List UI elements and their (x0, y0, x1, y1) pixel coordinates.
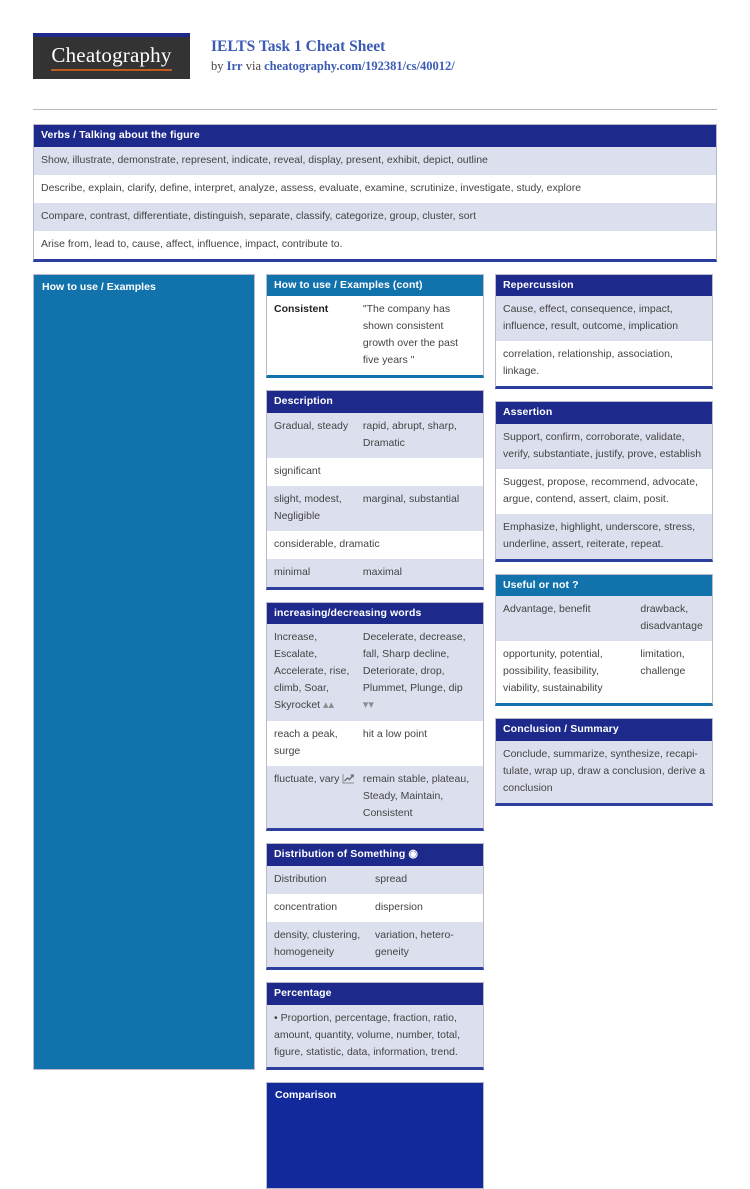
table-row (496, 641, 712, 703)
card-useful-or-not (495, 574, 713, 707)
cell (363, 463, 476, 480)
cell: drawback, disadvantage (640, 603, 703, 633)
byline-via: via (242, 59, 265, 74)
source-url-link[interactable]: cheatography.com/192381/cs/40012/ (264, 59, 455, 74)
cell: Emphasize, highlight, underscore, stress, underline, assert, reiterate, repeat. (503, 520, 696, 550)
byline (211, 58, 455, 76)
cell: density, clustering, homogeneity (274, 929, 361, 959)
card-how-to-use (33, 274, 255, 1070)
table-row (267, 766, 483, 828)
table-row (496, 296, 712, 341)
cell: minimal (274, 565, 311, 578)
circled-dot-icon: ◉ (408, 848, 419, 861)
table-row (267, 866, 483, 894)
cell: significant (274, 464, 321, 477)
card-title-conclusion: Conclusion / Summary (496, 719, 712, 741)
card-comparison (266, 1082, 484, 1189)
card-verbs (33, 124, 717, 262)
column-middle (266, 274, 484, 1189)
table-row (34, 203, 716, 231)
table-row (34, 147, 716, 175)
card-title-percentage: Percentage (267, 983, 483, 1005)
cell: Arise from, lead to, cause, affect, influence, impact, contribute to. (41, 237, 343, 250)
cell: correlation, relationship, association, linkage. (503, 348, 673, 378)
card-title-assertion: Assertion (496, 402, 712, 424)
cell-term: Consistent (274, 303, 329, 316)
verbs-section-wrapper (33, 124, 717, 262)
cell: maximal (362, 565, 402, 578)
card-distribution (266, 843, 484, 970)
columns-container (33, 274, 717, 1189)
page-title: IELTS Task 1 Cheat Sheet (211, 38, 386, 55)
header-divider (33, 109, 717, 110)
cell: Distribution (274, 873, 327, 886)
card-increasing-decreasing (266, 602, 484, 831)
cell: Cause, effect, consequence, impact, influence, result, outcome, implication (503, 303, 679, 333)
cell: Show, illustrate, demonstrate, represent, indicate, reveal, display, present, exhibit, depict, outline (41, 153, 488, 166)
cheatography-logo[interactable] (33, 33, 190, 79)
line-chart-icon (342, 773, 355, 791)
table-row (267, 721, 483, 766)
cell: Suggest, propose, recommend, advocate, argue, contend, assert, claim, posit. (503, 475, 698, 505)
card-how-to-use-cont (266, 274, 484, 379)
table-row (496, 741, 712, 803)
cell: rapid, abrupt, sharp, Dramatic (362, 419, 457, 449)
author-link[interactable]: Irr (226, 59, 243, 74)
table-row (267, 559, 483, 587)
cell: Describe, explain, clarify, define, interpret, analyze, assess, evaluate, examine, scrutinize, investigate, study, explore (41, 181, 582, 194)
cell (274, 629, 363, 715)
cell: hit a low point (362, 728, 428, 741)
column-left (33, 274, 255, 1070)
table-row (267, 624, 483, 721)
cell: Compare, contrast, differentiate, distinguish, separate, classify, categorize, group, cluster, sort (41, 209, 476, 222)
card-title-repercussion: Repercussion (496, 275, 712, 297)
cell: • Proportion, percentage, fraction, ratio, amount, quantity, volume, number, total, figure, statistic, data, information, trend. (274, 1011, 460, 1058)
page-header (33, 0, 717, 95)
byline-prefix: by (211, 59, 227, 74)
column-right (495, 274, 713, 818)
table-row (496, 596, 712, 641)
cell: Conclude, summarize, synthesize, recapitulate, wrap up, draw a conclusion, derive a conclusion (503, 747, 705, 794)
table-row (267, 413, 483, 458)
card-assertion (495, 401, 713, 562)
cell-text: fluctuate, vary (274, 773, 340, 786)
cell-text: Increase, Escalate, Accelerate, rise, climb, Soar, Skyrocket (274, 631, 350, 712)
card-title-how-to-use-cont: How to use / Examples (cont) (267, 275, 483, 297)
table-row (267, 458, 483, 486)
cell: remain stable, plateau, Steady, Maintain, Consistent (362, 773, 470, 820)
table-row (34, 175, 716, 203)
cell: concentration (274, 901, 338, 914)
cell: opportunity, potential, possibility, feasibility, viability, sustainability (503, 648, 603, 695)
logo-text: Cheatography (51, 45, 171, 71)
cell: spread (375, 873, 408, 886)
cell: Advantage, benefit (503, 603, 591, 616)
table-row (267, 296, 483, 375)
cell: dispersion (375, 901, 423, 914)
table-row (267, 531, 483, 559)
card-title-description: Description (267, 391, 483, 413)
table-row (496, 341, 712, 386)
cell: Gradual, steady (274, 419, 349, 432)
table-row (267, 922, 483, 967)
card-title-how-to-use: How to use / Examples (42, 280, 156, 293)
cell (411, 536, 476, 553)
table-row (267, 894, 483, 922)
cell: slight, modest, Negligible (274, 492, 342, 522)
cell-text: Decelerate, decrease, fall, Sharp decline, Deteriorate, drop, Plummet, Plunge, dip (362, 631, 466, 695)
cell-example: "The company has shown consistent growth over the past five years " (362, 303, 459, 367)
card-title-text: Distribution of Something (274, 848, 406, 861)
cell: considerable, dramatic (274, 537, 380, 550)
table-row (34, 231, 716, 259)
table-row (496, 424, 712, 469)
card-title-distribution (267, 844, 483, 866)
table-row (496, 469, 712, 514)
table-row (496, 514, 712, 559)
card-title-comparison: Comparison (275, 1088, 337, 1101)
card-title-useful-or-not: Useful or not ? (496, 575, 712, 597)
title-block (190, 33, 455, 76)
cell: marginal, substantial (362, 492, 460, 505)
cell: reach a peak, surge (274, 728, 338, 758)
table-row (267, 1005, 483, 1067)
card-title-verbs: Verbs / Talking about the figure (34, 125, 716, 147)
card-conclusion (495, 718, 713, 806)
cell: Support, confirm, corroborate, validate, verify, substantiate, justify, prove, establish (503, 430, 702, 460)
card-title-increasing-decreasing: increasing/decreasing words (267, 603, 483, 625)
card-description (266, 390, 484, 590)
cell (363, 629, 476, 715)
cell: limitation, challenge (640, 648, 686, 678)
table-row (267, 486, 483, 531)
chevron-double-down-icon: ▾▾ (362, 699, 374, 712)
cell: variation, heterogeneity (375, 929, 454, 959)
chevron-double-up-icon: ▴▴ (323, 699, 335, 712)
card-percentage (266, 982, 484, 1070)
card-repercussion (495, 274, 713, 390)
cell (274, 771, 363, 822)
